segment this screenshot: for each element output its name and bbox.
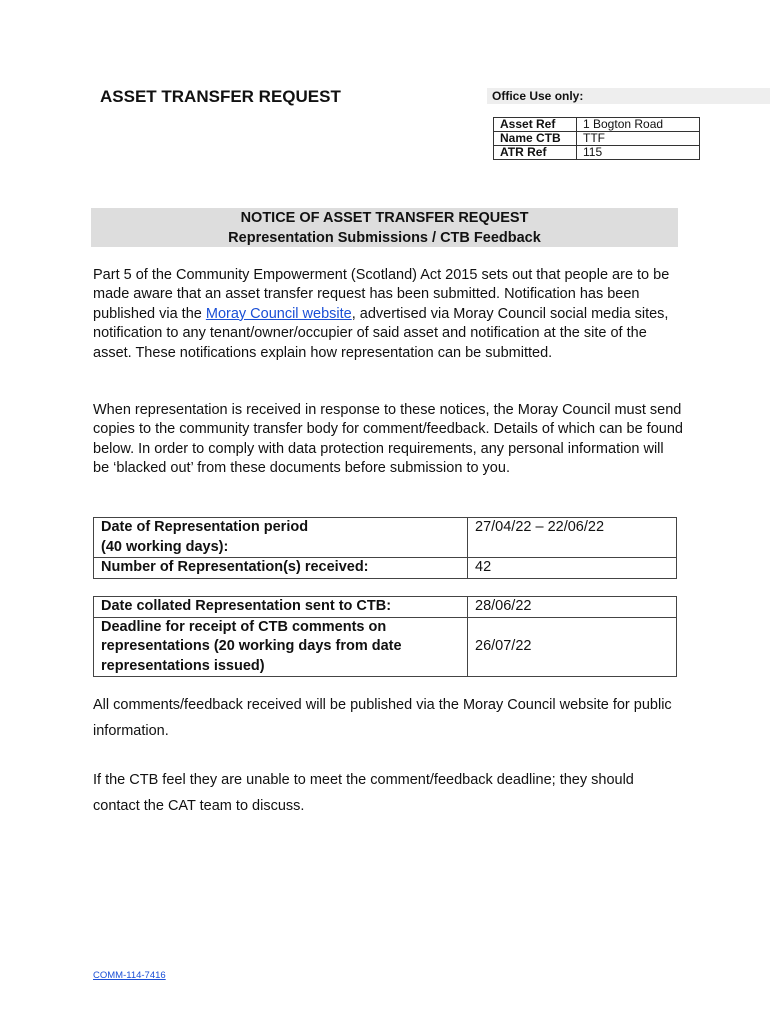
representations-received-value: 42 (468, 558, 677, 579)
table-row (94, 558, 677, 579)
intro-paragraph (93, 266, 683, 363)
data-protection-paragraph: When representation is received in response to these notices, the Moray Council must send copies to the community transfer body for comment/feedback. Details of which can be found below. In order to comply with data protection requirements, any personal information will be ‘blacked out’ from these documents before submission to you. (93, 402, 683, 477)
atr-ref-label: ATR Ref (494, 146, 577, 160)
name-ctb-value: TTF (577, 132, 700, 146)
table-row (494, 118, 700, 132)
table-row (94, 518, 677, 558)
document-code: COMM-114-7416 (93, 970, 166, 981)
ctb-table (93, 596, 677, 677)
representation-table (93, 517, 677, 579)
table-row (94, 597, 677, 618)
table-row (94, 617, 677, 677)
atr-ref-value: 115 (577, 146, 700, 160)
moray-council-website-link[interactable]: Moray Council website (205, 305, 352, 322)
office-use-label: Office Use only: (487, 88, 770, 104)
office-use-table (493, 117, 700, 160)
ctb-deadline-value: 26/07/22 (468, 617, 677, 677)
notice-heading: NOTICE OF ASSET TRANSFER REQUEST (240, 210, 529, 226)
asset-ref-label: Asset Ref (494, 118, 577, 132)
intro-text-after-link: , advertised via Moray Council social media sites, notification to any tenant/owner/occupier of said asset and notification at the site of the asset. These notifications explain how representation can be submitted. (93, 305, 669, 361)
asset-ref-value: 1 Bogton Road (577, 118, 700, 132)
intro-text-before-link: Part 5 of the Community Empowerment (Scotland) Act 2015 sets out that people are to be made aware that an asset transfer request has been submitted. Notification has been published via the (93, 267, 670, 322)
ctb-deadline-label: Deadline for receipt of CTB comments on representations (20 working days from date representations issued) (94, 617, 468, 677)
publication-paragraph: All comments/feedback received will be published via the Moray Council website for public information. (93, 697, 672, 739)
representations-received-label: Number of Representation(s) received: (94, 558, 468, 579)
date-collated-label: Date collated Representation sent to CTB: (94, 597, 468, 618)
date-collated-value: 28/06/22 (468, 597, 677, 618)
representation-period-label-line2: (40 working days): (101, 538, 229, 555)
representation-period-value: 27/04/22 – 22/06/22 (468, 518, 677, 558)
table-row (494, 132, 700, 146)
representation-period-label-line1: Date of Representation period (101, 519, 309, 535)
representation-period-label (94, 518, 468, 558)
page-title: ASSET TRANSFER REQUEST (100, 87, 341, 106)
notice-banner (91, 208, 678, 247)
name-ctb-label: Name CTB (494, 132, 577, 146)
notice-subheading: Representation Submissions / CTB Feedback (228, 230, 541, 246)
table-row (494, 146, 700, 160)
deadline-paragraph: If the CTB feel they are unable to meet the comment/feedback deadline; they should contact the CAT team to discuss. (93, 772, 634, 814)
